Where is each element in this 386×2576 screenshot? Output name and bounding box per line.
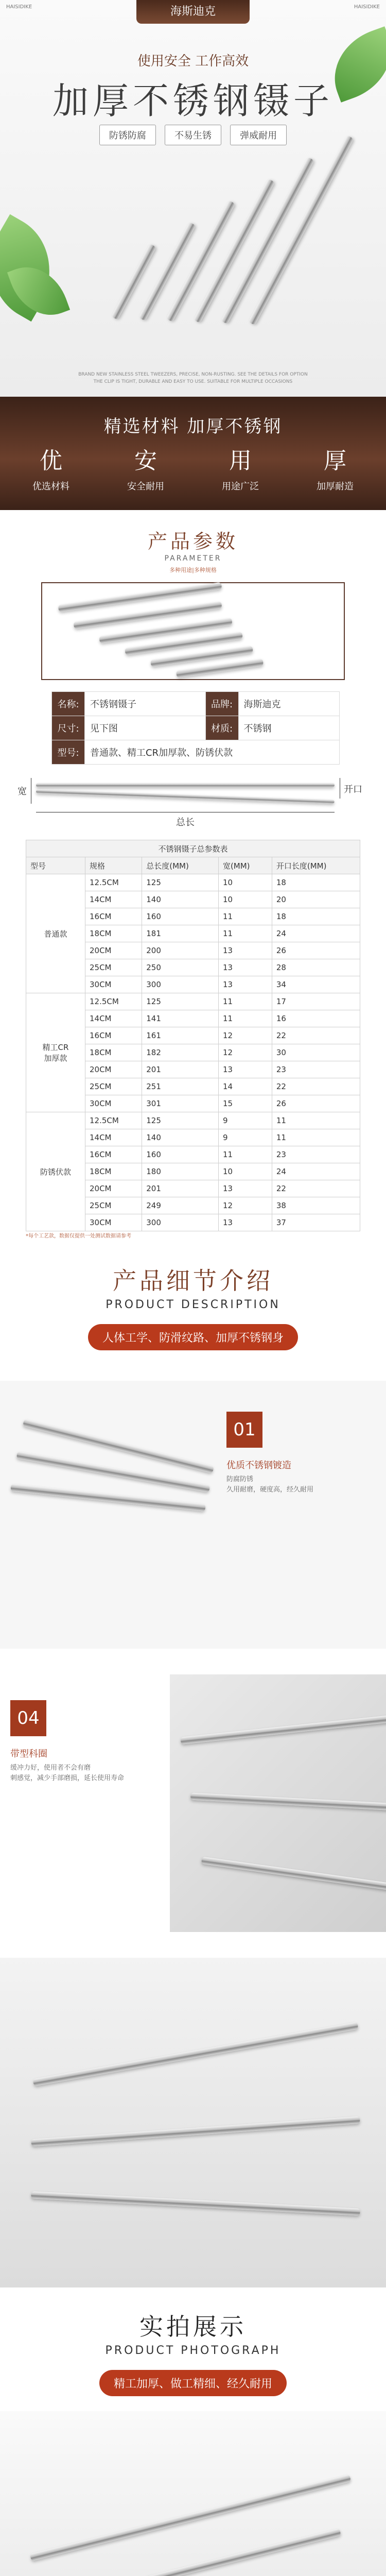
logo-left: HAISIDIKE bbox=[6, 4, 32, 10]
spec-key: 尺寸: bbox=[52, 716, 85, 740]
detail-block-4 bbox=[0, 1669, 386, 1937]
tweezer-image bbox=[139, 222, 196, 321]
table-cell: 160 bbox=[142, 908, 219, 925]
tweezer-image bbox=[180, 1715, 386, 1744]
table-cell: 12.5CM bbox=[85, 1112, 142, 1129]
dimension-diagram bbox=[17, 762, 365, 829]
table-header-row bbox=[26, 857, 360, 874]
banner-item-label: 用途广泛 bbox=[222, 481, 259, 492]
main-title: 加厚不锈钢镊子 bbox=[52, 80, 334, 122]
table-cell: 28 bbox=[272, 959, 360, 976]
table-cell: 12.5CM bbox=[85, 993, 142, 1010]
table-cell: 300 bbox=[142, 1214, 219, 1231]
length-label: 总长 bbox=[176, 817, 195, 828]
product-photo bbox=[0, 2411, 386, 2576]
column-header: 型号 bbox=[26, 857, 85, 874]
table-cell: 18CM bbox=[85, 1163, 142, 1180]
table-cell: 14 bbox=[218, 1078, 272, 1095]
table-cell: 301 bbox=[142, 1095, 219, 1112]
tweezer-image bbox=[201, 1857, 386, 1891]
banner-title: 精选材料 加厚不锈钢 bbox=[103, 416, 283, 437]
banner-item-char: 安 bbox=[134, 448, 157, 474]
detail-text: 缓冲力好，使用者不会有磨 bbox=[10, 1764, 91, 1772]
tweezer-image bbox=[31, 2116, 360, 2147]
detail-photo bbox=[170, 1674, 386, 1932]
open-label: 开口 bbox=[344, 784, 362, 795]
width-label: 宽 bbox=[17, 786, 27, 797]
spec-value: 不锈钢 bbox=[238, 716, 340, 740]
table-cell: 22 bbox=[272, 1027, 360, 1044]
detail-title: 带型科圈 bbox=[10, 1749, 47, 1759]
table-cell: 18CM bbox=[85, 925, 142, 942]
detail-text: 刺感觉，减少手部磨损，延长使用寿命 bbox=[10, 1774, 125, 1782]
banner-item-label: 加厚耐造 bbox=[317, 481, 354, 492]
details-subtitle: PRODUCT DESCRIPTION bbox=[106, 1298, 280, 1311]
spec-value: 海斯迪克 bbox=[238, 692, 340, 716]
table-cell: 12 bbox=[218, 1027, 272, 1044]
param-table bbox=[26, 840, 360, 1231]
table-cell: 34 bbox=[272, 976, 360, 993]
banner-item bbox=[115, 442, 176, 503]
table-cell: 13 bbox=[218, 942, 272, 959]
banner-item-char: 用 bbox=[229, 448, 252, 474]
table-cell: 125 bbox=[142, 1112, 219, 1129]
table-cell: 20 bbox=[272, 891, 360, 908]
hero-footnote-line: BRAND NEW STAINLESS STEEL TWEEZERS, PRECISE, NON-RUSTING. SEE THE DETAILS FOR OPTION bbox=[78, 372, 308, 377]
column-header: 总长度(MM) bbox=[142, 857, 219, 874]
tweezer-image bbox=[36, 783, 335, 787]
table-cell: 18CM bbox=[85, 1044, 142, 1061]
feature-pill: 弹威耐用 bbox=[230, 125, 287, 145]
table-cell: 10 bbox=[218, 1163, 272, 1180]
photos-subtitle: PRODUCT PHOTOGRAPH bbox=[105, 2344, 281, 2357]
spec-value: 见下图 bbox=[85, 716, 206, 740]
banner-item bbox=[21, 442, 81, 503]
photos-title: 实拍展示 bbox=[139, 2313, 247, 2341]
param-table-section bbox=[0, 835, 386, 1247]
tweezer-image bbox=[31, 2191, 360, 2215]
table-cell: 26 bbox=[272, 942, 360, 959]
brand-badge bbox=[136, 0, 250, 24]
photos-section bbox=[0, 2293, 386, 2576]
param-table-title: 不锈钢镊子总参数表 bbox=[26, 840, 360, 857]
tweezer-image bbox=[23, 1419, 214, 1473]
table-cell: 16CM bbox=[85, 1146, 142, 1163]
table-cell: 13 bbox=[218, 959, 272, 976]
spec-key: 品牌: bbox=[205, 692, 238, 716]
table-cell: 15 bbox=[218, 1095, 272, 1112]
table-cell: 12 bbox=[218, 1197, 272, 1214]
table-cell: 22 bbox=[272, 1180, 360, 1197]
detail-text: 久用耐磨，硬度高，经久耐用 bbox=[226, 1486, 314, 1494]
table-footnote: *每个工艺款，数据仅提供一处测试数据请参考 bbox=[26, 1233, 131, 1239]
feature-pills bbox=[0, 125, 386, 145]
table-cell: 25CM bbox=[85, 1078, 142, 1095]
spec-key: 型号: bbox=[52, 740, 85, 765]
model-type-cell: 精工CR 加厚款 bbox=[26, 993, 85, 1112]
table-cell: 14CM bbox=[85, 1129, 142, 1146]
model-type-cell: 防锈伏款 bbox=[26, 1112, 85, 1231]
tweezer-image bbox=[249, 135, 354, 326]
hero-footnote-line: THE CLIP IS TIGHT, DURABLE AND EASY TO USE. SUITABLE FOR MULTIPLE OCCASIONS bbox=[93, 379, 293, 384]
table-cell: 25CM bbox=[85, 959, 142, 976]
table-cell: 12.5CM bbox=[85, 874, 142, 891]
detail-title: 优质不锈钢镀造 bbox=[226, 1460, 291, 1471]
table-cell: 14CM bbox=[85, 891, 142, 908]
banner-item-label: 优选材料 bbox=[32, 481, 69, 492]
detail-block-1 bbox=[0, 1381, 386, 1649]
table-cell: 30CM bbox=[85, 1095, 142, 1112]
table-cell: 23 bbox=[272, 1146, 360, 1163]
params-section bbox=[0, 510, 386, 835]
table-cell: 11 bbox=[218, 1010, 272, 1027]
table-cell: 140 bbox=[142, 891, 219, 908]
table-cell: 300 bbox=[142, 976, 219, 993]
params-title: 产品参数 bbox=[147, 530, 238, 553]
banner-item-label: 安全耐用 bbox=[127, 481, 164, 492]
table-cell: 181 bbox=[142, 925, 219, 942]
table-cell: 16CM bbox=[85, 908, 142, 925]
banner-item bbox=[210, 442, 271, 503]
column-header: 开口长度(MM) bbox=[272, 857, 360, 874]
table-cell: 24 bbox=[272, 925, 360, 942]
photos-bar-wrap bbox=[0, 2370, 386, 2396]
table-cell: 180 bbox=[142, 1163, 219, 1180]
table-cell: 20CM bbox=[85, 1061, 142, 1078]
table-cell: 14CM bbox=[85, 1010, 142, 1027]
column-header: 规格 bbox=[85, 857, 142, 874]
table-cell: 251 bbox=[142, 1078, 219, 1095]
spec-row bbox=[52, 692, 340, 716]
table-cell: 9 bbox=[218, 1112, 272, 1129]
spec-key: 名称: bbox=[52, 692, 85, 716]
hero-section bbox=[0, 0, 386, 397]
table-cell: 30CM bbox=[85, 976, 142, 993]
spec-row bbox=[52, 740, 340, 765]
column-header: 宽(MM) bbox=[218, 857, 272, 874]
tweezer-image bbox=[40, 2529, 341, 2576]
table-row bbox=[26, 993, 360, 1010]
table-cell: 18 bbox=[272, 908, 360, 925]
params-image-frame bbox=[41, 582, 345, 680]
table-cell: 20CM bbox=[85, 1180, 142, 1197]
tweezer-image bbox=[16, 1451, 210, 1493]
table-cell: 25CM bbox=[85, 1197, 142, 1214]
table-cell: 200 bbox=[142, 942, 219, 959]
banner-item-char: 厚 bbox=[324, 448, 346, 474]
banner-item-char: 优 bbox=[40, 448, 62, 474]
table-cell: 11 bbox=[218, 925, 272, 942]
detail-text: 防腐防锈 bbox=[226, 1476, 254, 1483]
table-cell: 201 bbox=[142, 1180, 219, 1197]
tweezer-image bbox=[190, 1793, 386, 1811]
detail-closeup bbox=[0, 1958, 386, 2287]
table-cell: 30 bbox=[272, 1044, 360, 1061]
table-cell: 38 bbox=[272, 1197, 360, 1214]
spec-row bbox=[52, 716, 340, 740]
tweezer-image bbox=[36, 789, 335, 804]
hero-footnote bbox=[0, 371, 386, 385]
tweezer-image bbox=[33, 2022, 359, 2087]
details-section bbox=[0, 1247, 386, 2293]
table-cell: 10 bbox=[218, 891, 272, 908]
details-bar-wrap bbox=[0, 1324, 386, 1350]
photos-bar: 精工加厚、做工精细、经久耐用 bbox=[99, 2370, 287, 2396]
table-cell: 22 bbox=[272, 1078, 360, 1095]
table-cell: 249 bbox=[142, 1197, 219, 1214]
table-cell: 13 bbox=[218, 1061, 272, 1078]
tweezer-image bbox=[30, 2475, 351, 2561]
table-cell: 12 bbox=[218, 1044, 272, 1061]
spec-key: 材质: bbox=[205, 716, 238, 740]
detail-number: 01 bbox=[226, 1412, 262, 1448]
table-cell: 160 bbox=[142, 1146, 219, 1163]
params-note: 多种用途|多种规格 bbox=[169, 567, 217, 573]
table-row bbox=[26, 874, 360, 891]
spec-value: 不锈钢镊子 bbox=[85, 692, 206, 716]
table-cell: 11 bbox=[218, 993, 272, 1010]
table-cell: 18 bbox=[272, 874, 360, 891]
material-banner bbox=[0, 397, 386, 510]
table-cell: 125 bbox=[142, 874, 219, 891]
table-cell: 20CM bbox=[85, 942, 142, 959]
feature-pill: 防锈防腐 bbox=[99, 125, 156, 145]
table-cell: 140 bbox=[142, 1129, 219, 1146]
table-cell: 141 bbox=[142, 1010, 219, 1027]
table-cell: 11 bbox=[272, 1129, 360, 1146]
table-cell: 24 bbox=[272, 1163, 360, 1180]
table-cell: 13 bbox=[218, 1180, 272, 1197]
table-cell: 250 bbox=[142, 959, 219, 976]
model-type-cell: 普通款 bbox=[26, 874, 85, 993]
table-cell: 23 bbox=[272, 1061, 360, 1078]
params-subtitle: PARAMETER bbox=[164, 554, 222, 563]
table-cell: 13 bbox=[218, 976, 272, 993]
brand-badge-text: 海斯迪克 bbox=[170, 5, 216, 18]
table-cell: 16CM bbox=[85, 1027, 142, 1044]
table-cell: 16 bbox=[272, 1010, 360, 1027]
table-cell: 37 bbox=[272, 1214, 360, 1231]
table-cell: 182 bbox=[142, 1044, 219, 1061]
details-bar: 人体工学、防滑纹路、加厚不锈钢身 bbox=[88, 1324, 298, 1350]
table-cell: 11 bbox=[218, 1146, 272, 1163]
table-row bbox=[26, 1112, 360, 1129]
logo-right: HAISIDIKE bbox=[354, 4, 380, 10]
table-cell: 26 bbox=[272, 1095, 360, 1112]
feature-pill: 不易生锈 bbox=[165, 125, 221, 145]
table-cell: 125 bbox=[142, 993, 219, 1010]
table-cell: 17 bbox=[272, 993, 360, 1010]
details-title: 产品细节介绍 bbox=[113, 1267, 273, 1295]
table-cell: 11 bbox=[218, 908, 272, 925]
table-cell: 201 bbox=[142, 1061, 219, 1078]
tagline: 使用安全 工作高效 bbox=[137, 54, 249, 69]
banner-item bbox=[305, 442, 365, 503]
table-cell: 11 bbox=[272, 1112, 360, 1129]
detail-number: 04 bbox=[10, 1700, 46, 1736]
spec-value: 普通款、精工CR加厚款、防锈伏款 bbox=[85, 740, 340, 765]
spec-table bbox=[51, 691, 340, 765]
tweezer-image bbox=[10, 1484, 205, 1512]
table-cell: 9 bbox=[218, 1129, 272, 1146]
table-cell: 13 bbox=[218, 1214, 272, 1231]
table-cell: 10 bbox=[218, 874, 272, 891]
table-cell: 161 bbox=[142, 1027, 219, 1044]
table-cell: 30CM bbox=[85, 1214, 142, 1231]
